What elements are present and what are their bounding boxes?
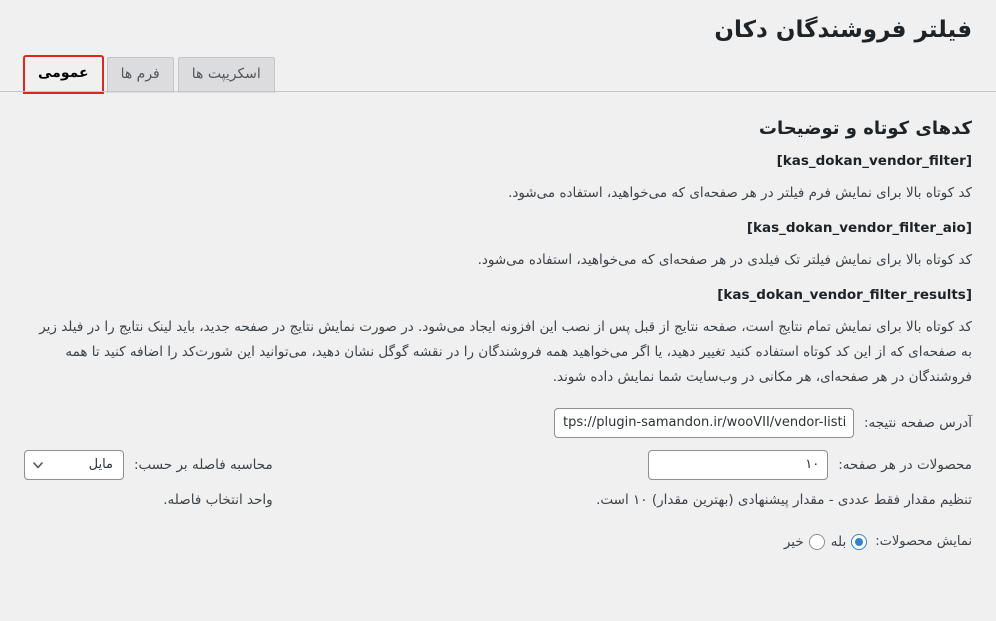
show-products-row [24,534,972,550]
result-page-row [24,408,972,438]
show-products-no-label: خیر [783,533,804,550]
result-page-label: آدرس صفحه نتیجه: [864,414,972,431]
tab-scripts[interactable]: اسکریپت ها [178,57,275,93]
distance-unit-select-wrap [24,450,124,480]
shortcode-vendor-filter: [kas_dokan_vendor_filter] [776,152,972,169]
distance-unit-label: محاسبه فاصله بر حسب: [134,456,273,473]
distance-unit-hint: واحد انتخاب فاصله. [163,491,273,508]
shortcode-vendor-filter-aio: [kas_dokan_vendor_filter_aio] [746,219,972,236]
distance-unit-group [24,440,273,508]
show-products-radio-no[interactable] [809,534,825,550]
page-title: فیلتر فروشندگان دکان [714,17,972,43]
shortcode-vendor-filter-results-description: کد کوتاه بالا برای نمایش تمام نتایج است، صفحه نتایج از قبل پس از نصب این افزونه ایجاد می‌شود. در صورت نمایش نتایج در صفحه جدید، باید لینک نتایج را در فیلد زیر به صفحه‌ای که از این کد کوتاه استفاده کنید تغییر دهید، یا اگر می‌خواهید همه فروشندگان را در نقشه گوگل نشان دهید، می‌توانید این شورت‌کد را اضافه کنید تا همه فروشندگان در هر صفحه‌ای، هر مکانی در وب‌سایت شما نمایش داده شوند. [39,318,972,385]
tabs-bar [0,50,996,92]
settings-two-column [24,440,972,508]
products-per-page-group [596,440,972,508]
show-products-radio-yes[interactable] [851,534,867,550]
distance-unit-select[interactable] [24,450,124,480]
settings-content [0,92,996,550]
products-per-page-hint: تنظیم مقدار فقط عددی - مقدار پیشنهادی (بهترین مقدار) ۱۰ است. [596,491,972,508]
tabs-divider [0,91,996,92]
tab-list [24,50,972,92]
result-page-input[interactable] [554,408,854,438]
show-products-option-yes[interactable] [831,534,867,550]
tab-forms[interactable]: فرم ها [107,57,174,93]
products-per-page-input[interactable] [648,450,828,480]
show-products-yes-label: بله [830,533,847,550]
distance-unit-row [24,450,273,480]
show-products-option-no[interactable] [784,534,825,550]
products-per-page-row [596,450,972,480]
show-products-label: نمایش محصولات: [875,534,972,550]
show-products-radio-group [784,534,867,550]
section-title: کدهای کوتاه و توضیحات [758,117,972,139]
tab-general[interactable]: عمومی [24,56,103,93]
shortcode-vendor-filter-results: [kas_dokan_vendor_filter_results] [717,286,972,303]
products-per-page-label: محصولات در هر صفحه: [838,456,972,473]
shortcode-vendor-filter-description: کد کوتاه بالا برای نمایش فرم فیلتر در هر صفحه‌ای که می‌خواهید، استفاده می‌شود. [508,184,972,201]
shortcode-vendor-filter-aio-description: کد کوتاه بالا برای نمایش فیلتر تک فیلدی در هر صفحه‌ای که می‌خواهید، استفاده می‌شود. [477,251,972,268]
